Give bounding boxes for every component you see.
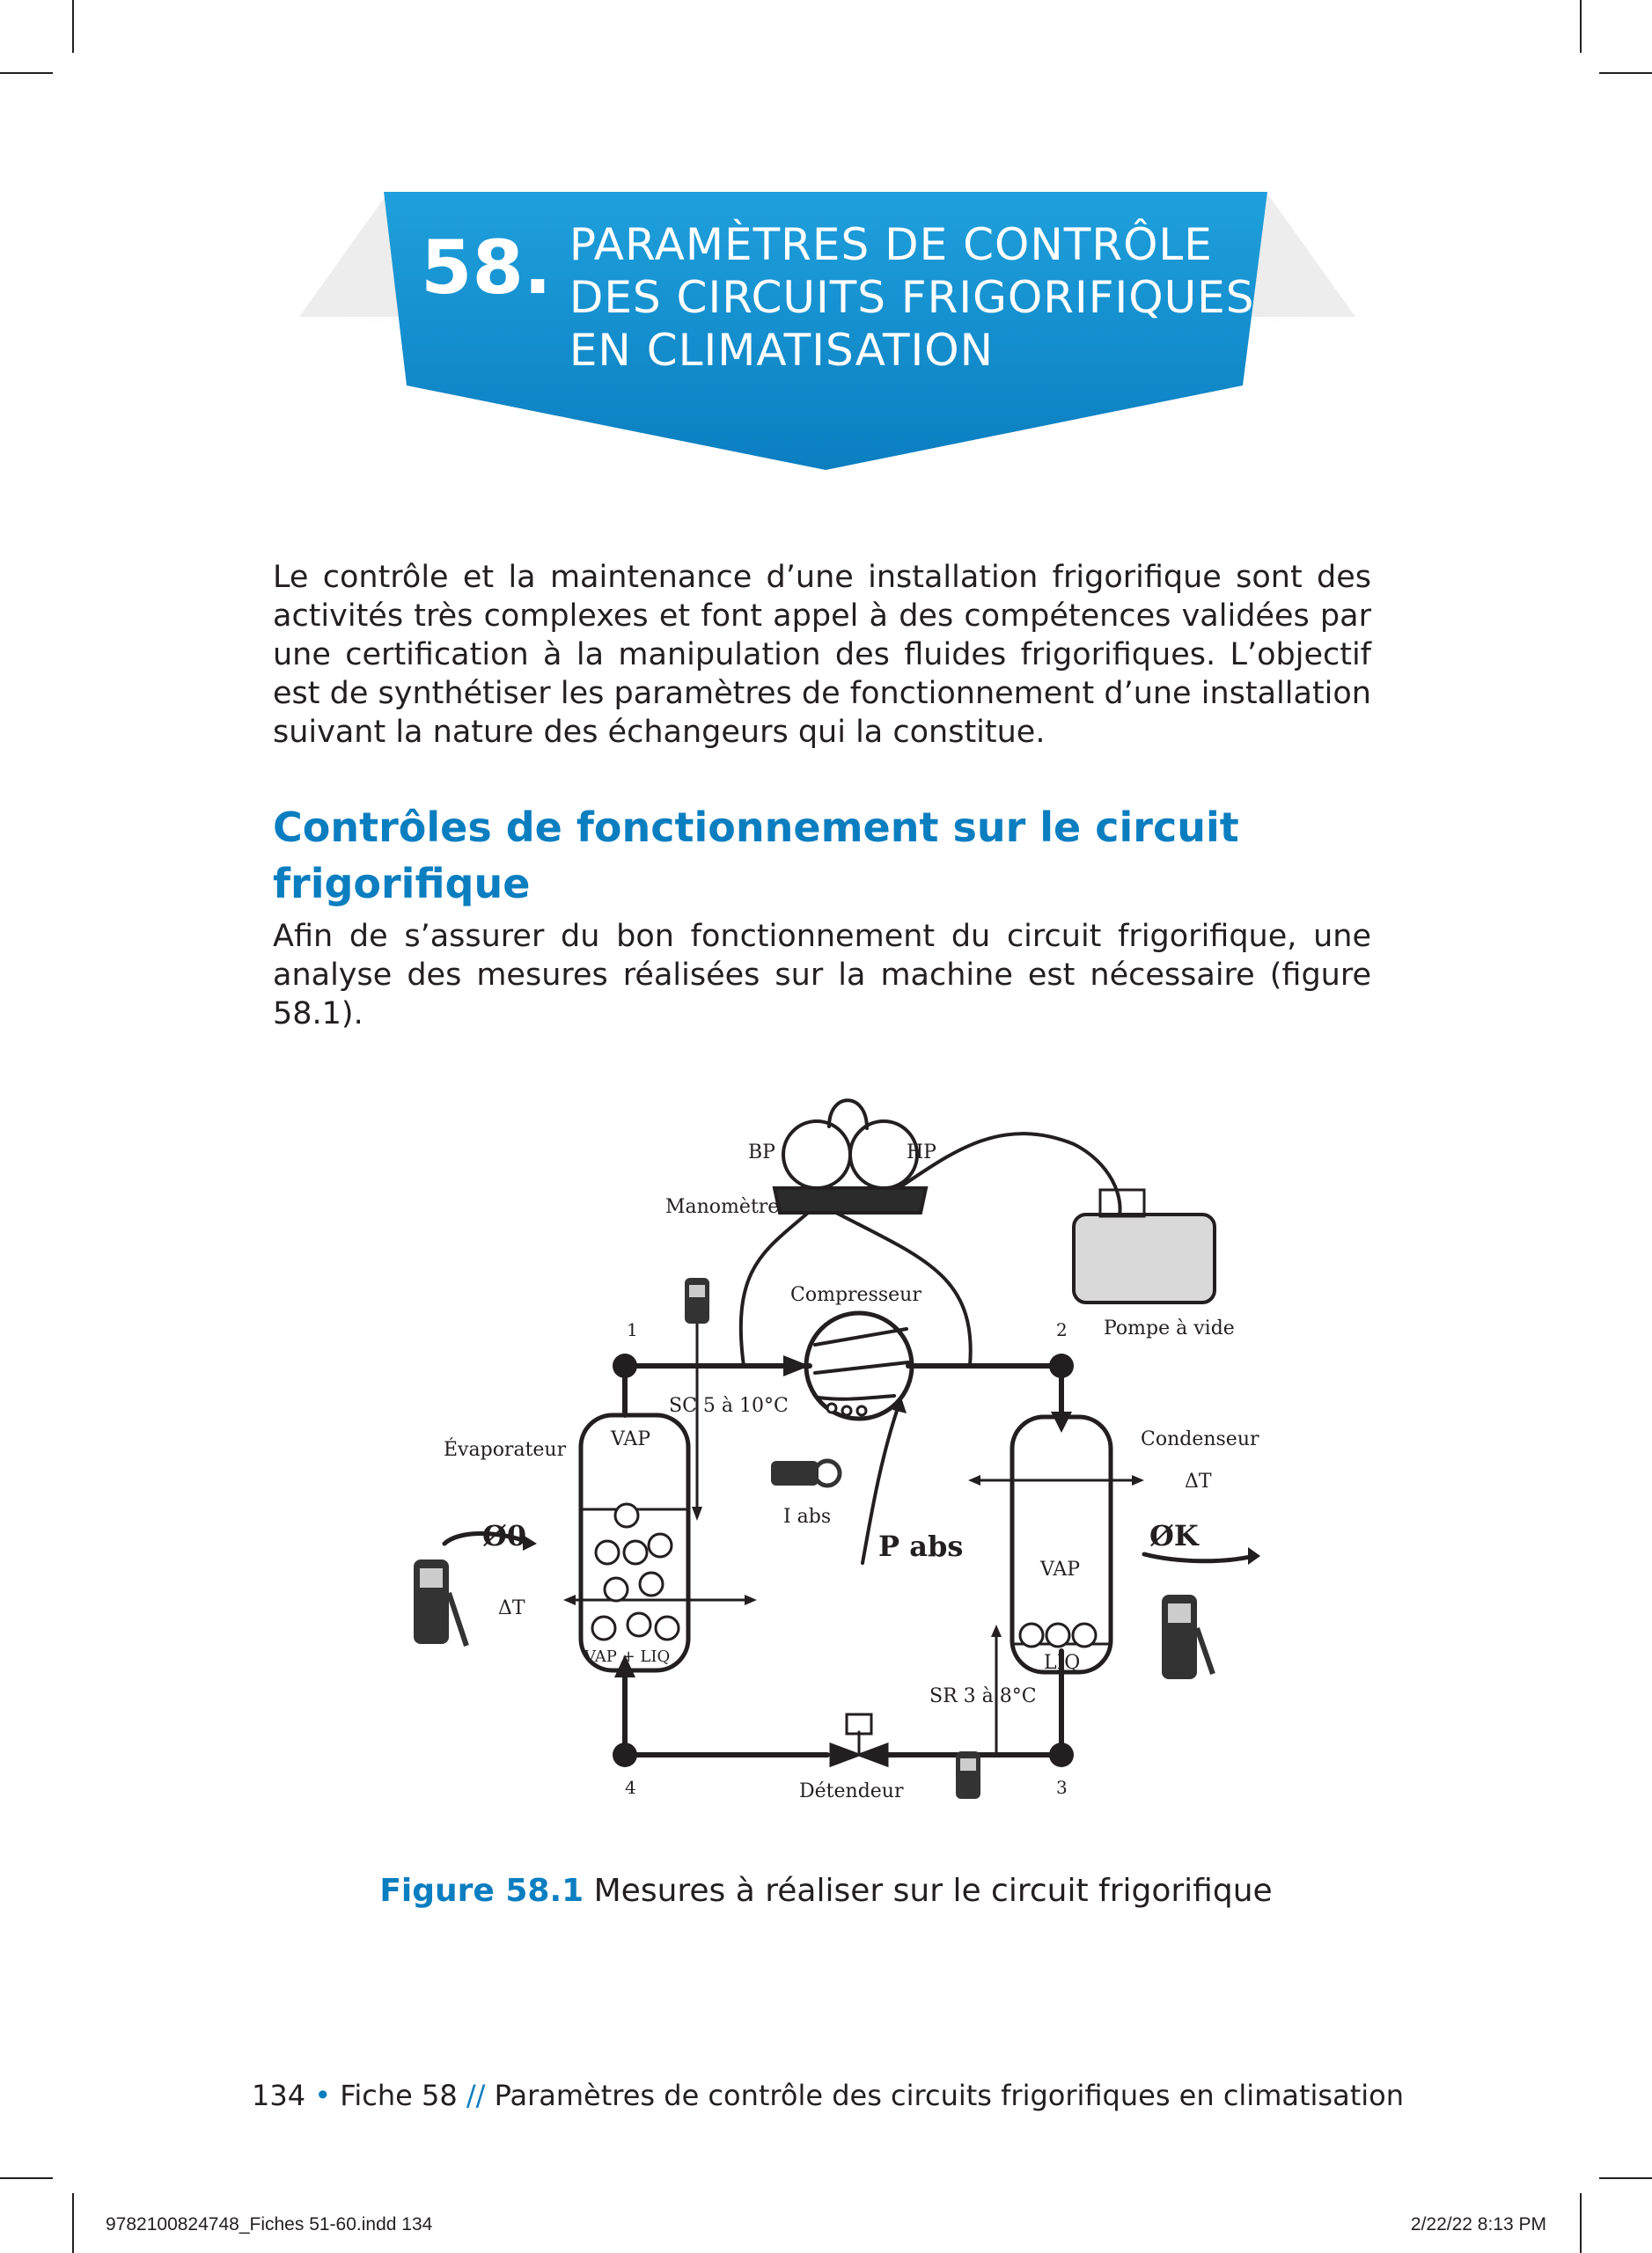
phi0-label: Ø0 (482, 1519, 527, 1552)
thermometer-probe-icon (1162, 1595, 1213, 1679)
condenseur-label: Condenseur (1141, 1428, 1259, 1450)
chapter-title (569, 218, 1255, 377)
compresseur-label: Compresseur (790, 1284, 921, 1306)
crop-mark (72, 2193, 74, 2253)
intro-paragraph: Le contrôle et la maintenance d’une installation frigorifique sont des activités très complexes et font appel à des compétences validées par une certification à la manipulation des fluides frigorifiques. L’objectif est de synthétiser les paramètres de fonctionnement d’une installation suivant la nature des échangeurs qui la constitue. (273, 560, 1371, 750)
pabs-label: P abs (878, 1530, 964, 1563)
liq-label: LIQ (1044, 1652, 1081, 1674)
crop-mark (1599, 2177, 1652, 2179)
figure-caption-text: Mesures à réaliser sur le circuit frigorifique (584, 1873, 1273, 1909)
chapter-title-line: DES CIRCUITS FRIGORIFIQUES (569, 272, 1255, 323)
thermometer-probe-icon (414, 1559, 466, 1646)
evap-vap-liq-label: VAP + LIQ (584, 1648, 671, 1666)
slug-date: 2/22/22 8:13 PM (1410, 2214, 1546, 2235)
page-footer (252, 2079, 1404, 2112)
hp-label: HP (907, 1141, 936, 1163)
section-heading: Contrôles de fonctionnement sur le circuit frigorifique (273, 804, 1239, 907)
footer-fiche: Fiche 58 (340, 2079, 458, 2112)
dt-evap-label: ΔT (498, 1597, 525, 1619)
chapter-title-line: PARAMÈTRES DE CONTRÔLE (569, 219, 1213, 270)
footer-title: Paramètres de contrôle des circuits frigorifiques en climatisation (494, 2079, 1404, 2112)
detendeur-label: Détendeur (799, 1780, 904, 1802)
point-4-label: 4 (625, 1777, 636, 1798)
cond-vap-label: VAP (1040, 1559, 1081, 1581)
phik-label: ØK (1149, 1519, 1199, 1552)
page-number: 134 (252, 2079, 306, 2112)
pompe-label: Pompe à vide (1104, 1317, 1235, 1339)
point-2-label: 2 (1056, 1319, 1068, 1340)
refrigeration-circuit-figure (387, 1082, 1267, 1857)
figure-caption (0, 1873, 1652, 1909)
footer-separator: // (457, 2079, 495, 2112)
iabs-label: I abs (783, 1506, 832, 1528)
crop-mark (0, 2177, 53, 2179)
manometre-label: Manomètre (665, 1196, 780, 1218)
dt-cond-label: ΔT (1185, 1471, 1212, 1493)
crop-mark (1580, 2193, 1582, 2253)
bp-label: BP (748, 1141, 775, 1163)
sc-label: SC 5 à 10°C (669, 1395, 789, 1417)
thermometer-icon (956, 1751, 980, 1799)
clamp-meter-icon (771, 1461, 840, 1486)
evaporateur-label: Évaporateur (444, 1439, 567, 1461)
section-paragraph: Afin de s’assurer du bon fonctionnement du circuit frigorifique, une analyse des mesures réalisées sur la machine est nécessaire (figure 58.1). (273, 919, 1371, 1031)
point-1-label: 1 (627, 1319, 638, 1340)
chapter-title-block (421, 218, 1255, 377)
slug-file: 9782100824748_Fiches 51-60.indd 134 (106, 2214, 433, 2235)
sr-label: SR 3 à 8°C (929, 1685, 1037, 1707)
chapter-number: 58. (421, 224, 552, 311)
chapter-title-line: EN CLIMATISATION (569, 325, 994, 376)
footer-bullet: • (305, 2079, 341, 2112)
evap-vap-label: VAP (611, 1428, 651, 1450)
point-3-label: 3 (1056, 1777, 1068, 1798)
thermometer-icon (685, 1278, 709, 1324)
figure-caption-label: Figure 58.1 (379, 1873, 584, 1909)
